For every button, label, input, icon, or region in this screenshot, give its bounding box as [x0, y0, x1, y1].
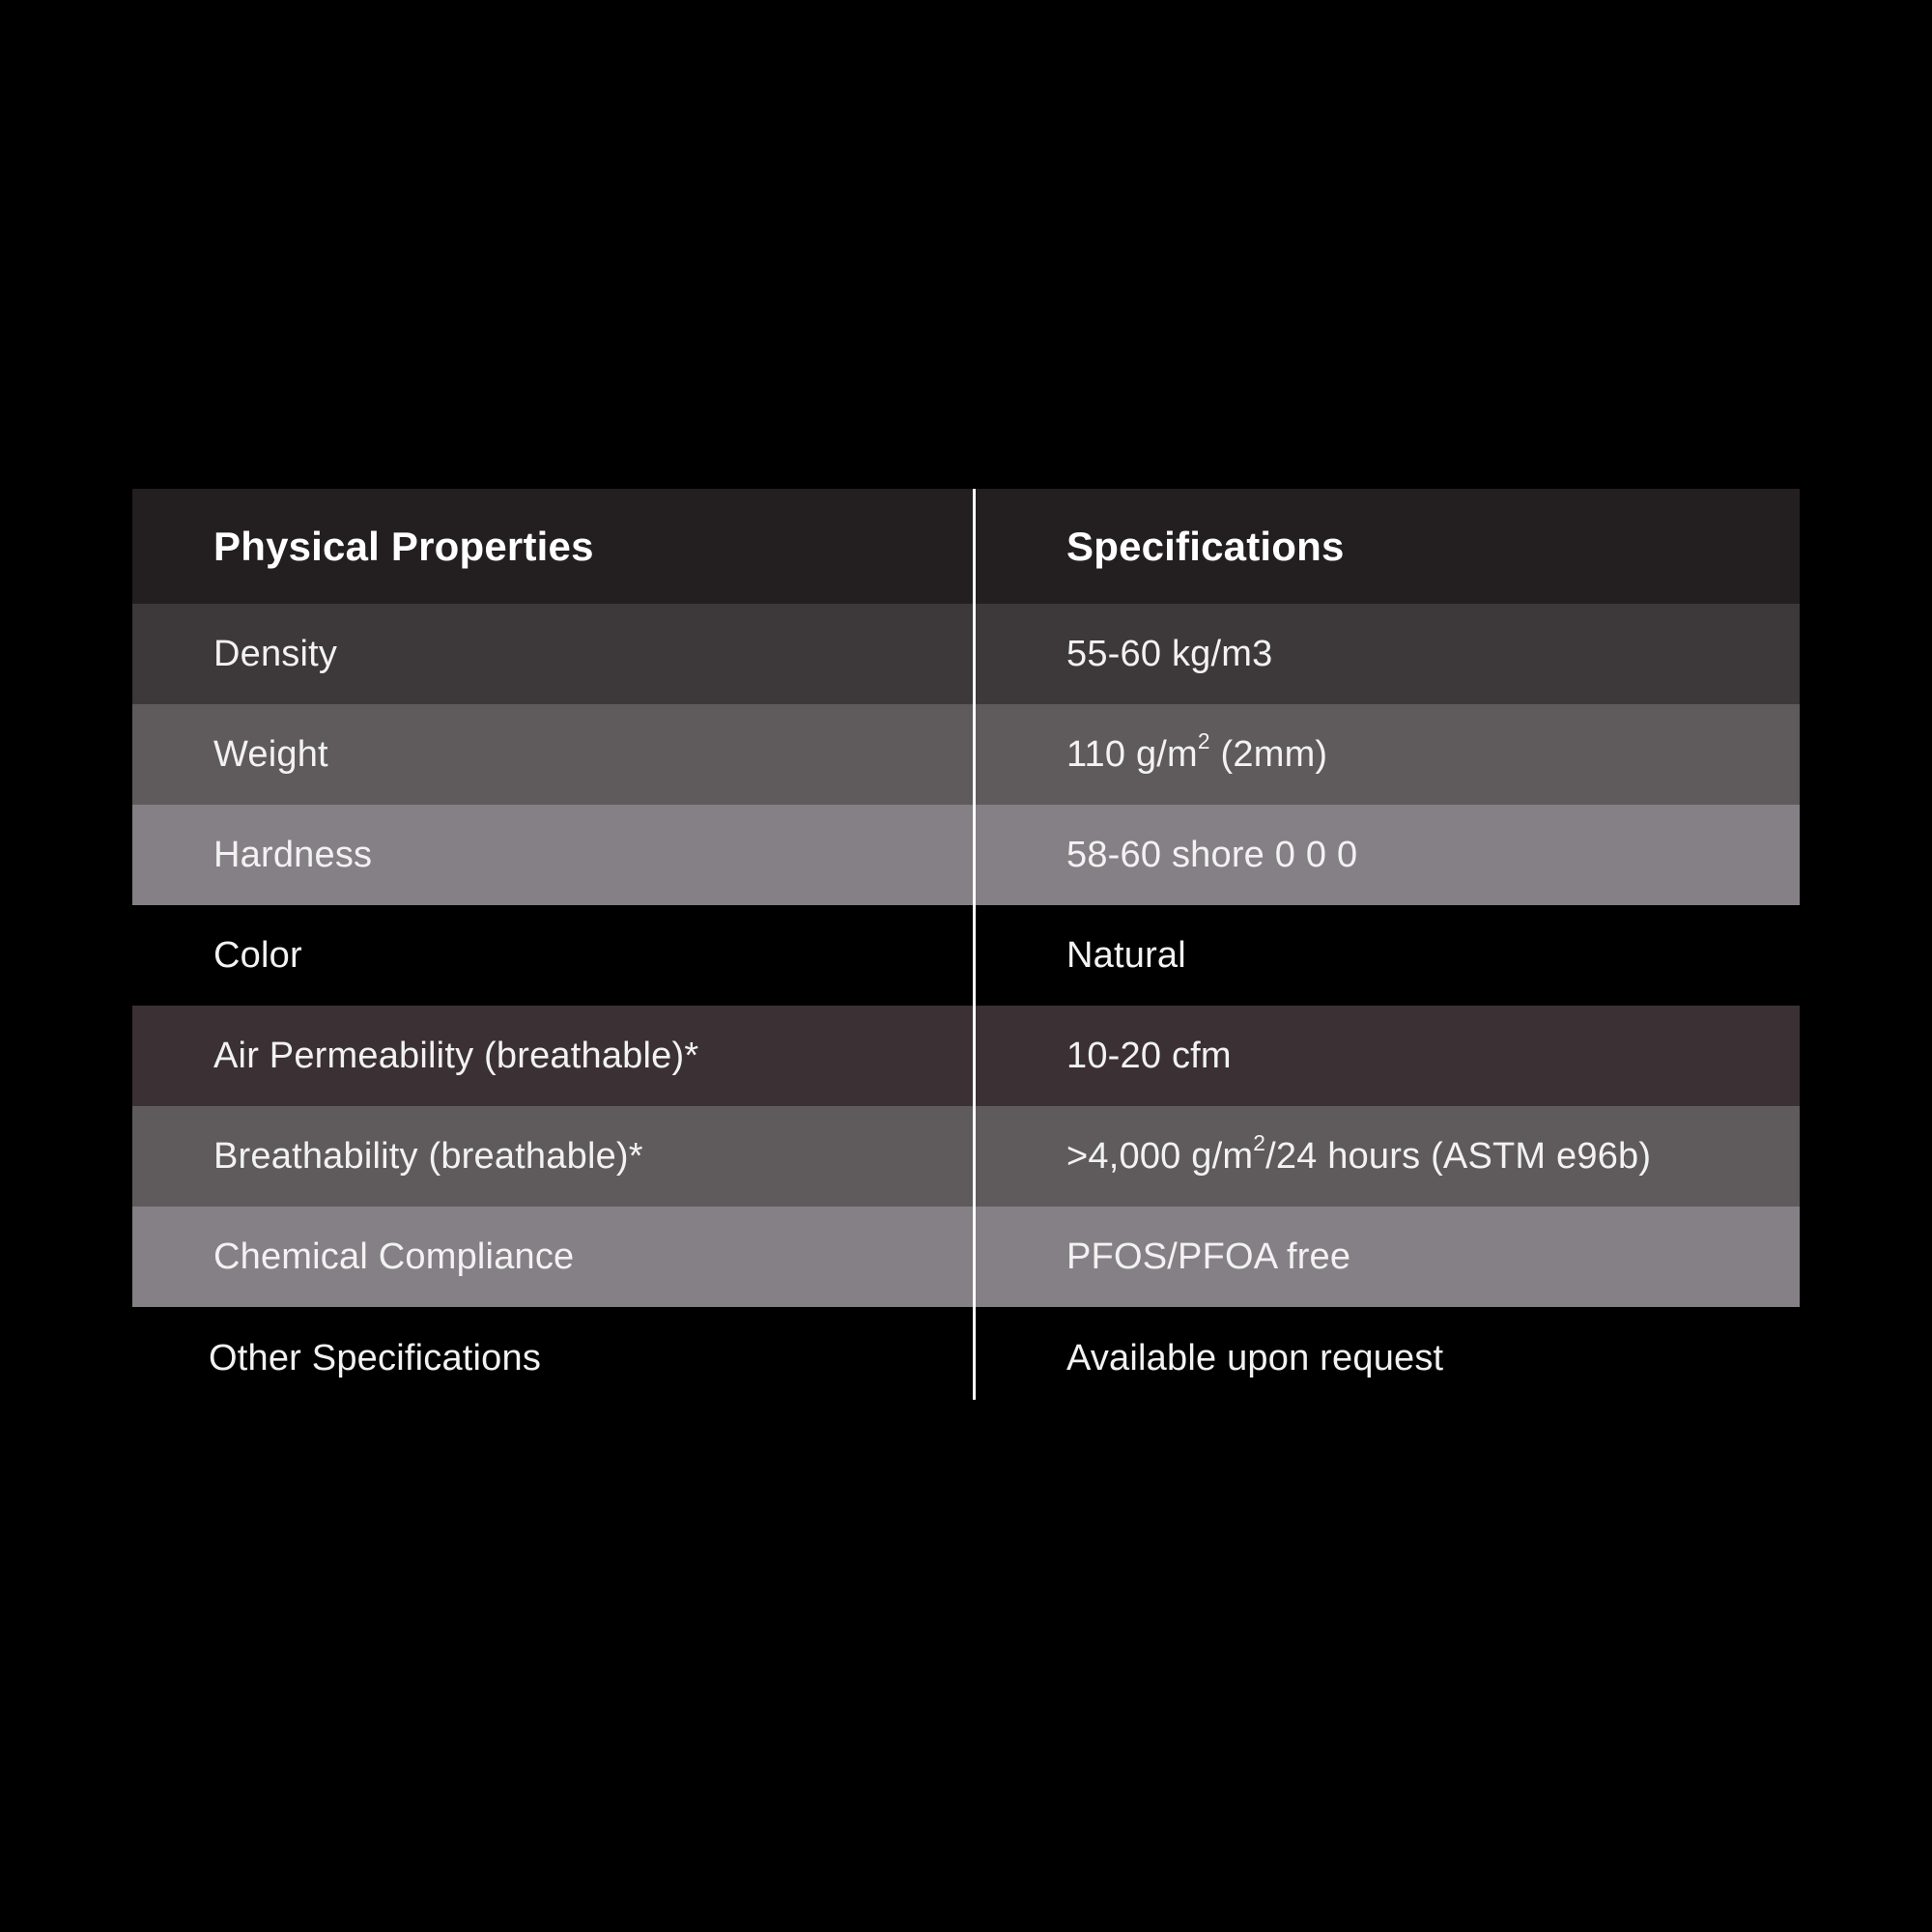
property-cell: Air Permeability (breathable)* — [213, 1035, 699, 1076]
property-cell: Chemical Compliance — [213, 1236, 575, 1277]
property-cell: Breathability (breathable)* — [213, 1135, 643, 1177]
property-cell: Other Specifications — [209, 1338, 542, 1378]
spec-cell: 10-20 cfm — [1066, 1035, 1232, 1076]
property-cell: Weight — [213, 733, 328, 775]
table-row — [132, 1307, 1800, 1397]
spec-cell: Available upon request — [1066, 1338, 1444, 1378]
table-row — [132, 704, 1800, 805]
spec-cell: 55-60 kg/m3 — [1066, 633, 1273, 674]
spec-cell: 110 $g/m^2$ (2mm) — [1066, 728, 1328, 775]
spec-cell: >4,000 $g/m^2/24$ hours (ASTM e96b) — [1066, 1130, 1652, 1177]
property-cell: Color — [213, 934, 302, 976]
table-row — [132, 604, 1800, 704]
property-cell: Hardness — [213, 834, 373, 875]
property-cell: Density — [213, 633, 338, 674]
table-row — [132, 905, 1800, 1006]
table-row — [132, 1006, 1800, 1106]
header-specifications: Specifications — [1066, 523, 1345, 569]
table-row — [132, 1106, 1800, 1207]
column-divider — [973, 489, 976, 1400]
table-header-row — [132, 489, 1800, 604]
table-row — [132, 1207, 1800, 1307]
spec-cell: Natural — [1066, 934, 1186, 976]
spec-cell: PFOS/PFOA free — [1066, 1236, 1351, 1277]
table-row — [132, 805, 1800, 905]
header-physical-properties: Physical Properties — [213, 523, 594, 569]
spec-table — [132, 489, 1800, 1397]
spec-cell: 58-60 shore 0 0 0 — [1066, 834, 1358, 875]
